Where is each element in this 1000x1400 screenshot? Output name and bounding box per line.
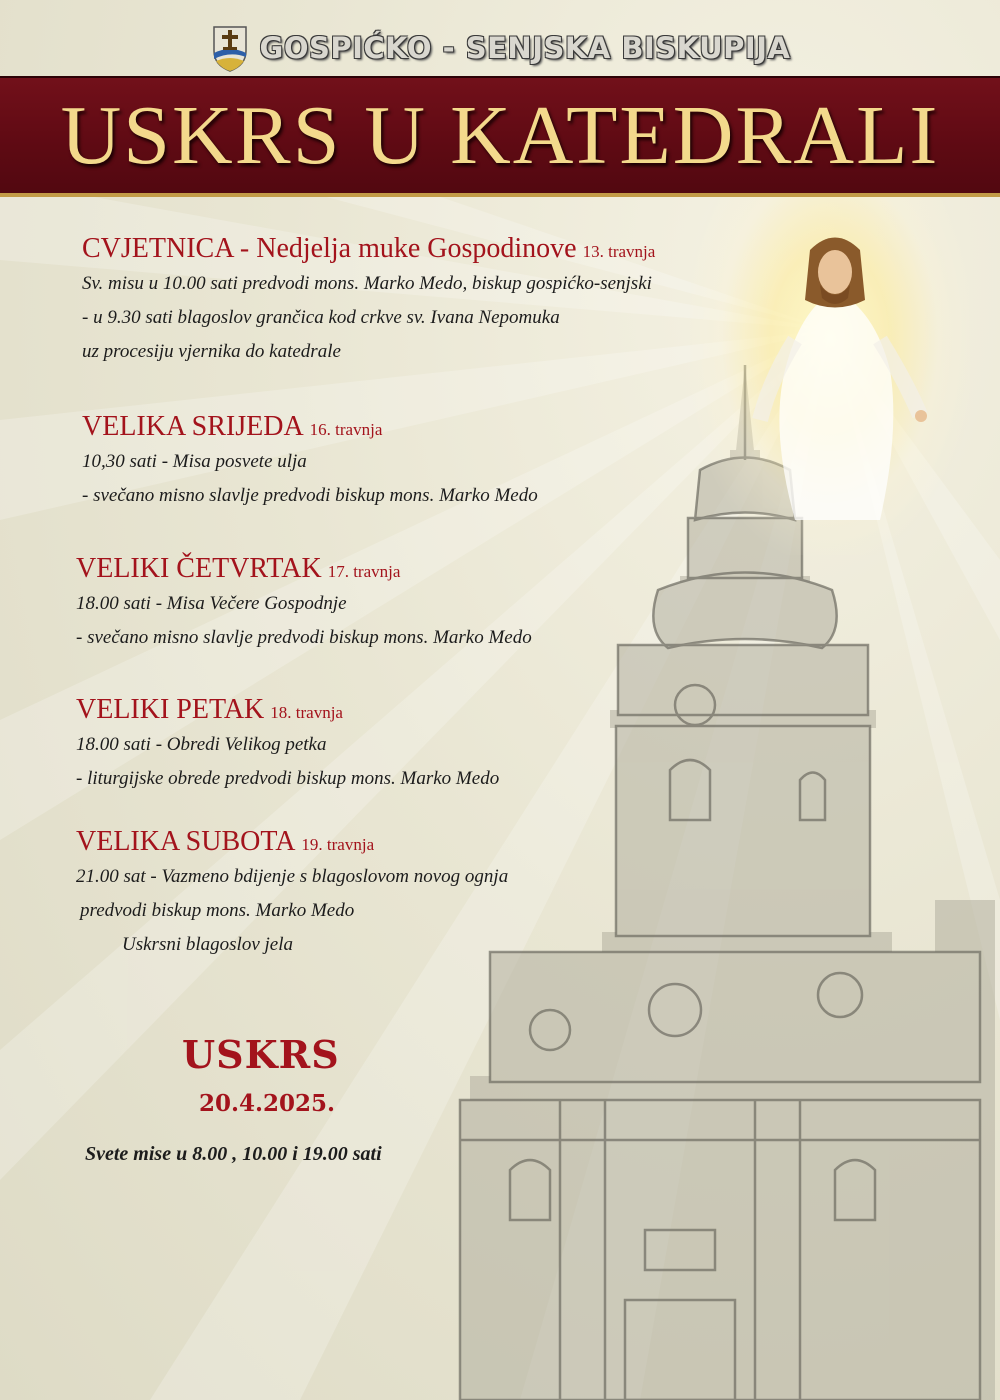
section-line: 18.00 sati - Obredi Velikog petka	[76, 734, 327, 755]
section-date: 17. travnja	[327, 562, 401, 581]
section-date: 19. travnja	[301, 835, 375, 854]
title-banner	[0, 76, 1000, 197]
section-title: VELIKI ČETVRTAK	[76, 553, 322, 584]
section-veliki-petak	[76, 694, 499, 796]
section-velika-srijeda	[82, 411, 538, 513]
easter-date: 20.4.2025.	[199, 1090, 336, 1117]
section-line: - liturgijske obrede predvodi biskup mons. Marko Medo	[76, 768, 500, 789]
section-line: Uskrsni blagoslov jela	[122, 934, 293, 955]
easter-title: USKRS	[182, 1032, 340, 1077]
section-title: VELIKI PETAK	[76, 694, 265, 725]
section-line: - u 9.30 sati blagoslov grančica kod crkve sv. Ivana Nepomuka	[82, 307, 560, 328]
section-line: 10,30 sati - Misa posvete ulja	[82, 451, 307, 472]
section-line: - svečano misno slavlje predvodi biskup mons. Marko Medo	[82, 485, 538, 506]
organization-name: GOSPIĆKO - SENJSKA BISKUPIJA	[259, 31, 791, 65]
section-date: 13. travnja	[582, 242, 656, 261]
section-line: predvodi biskup mons. Marko Medo	[80, 900, 355, 921]
easter-masses: Svete mise u 8.00 , 10.00 i 19.00 sati	[85, 1143, 382, 1165]
page-title: USKRS U KATEDRALI	[60, 89, 940, 182]
section-title: VELIKA SUBOTA	[76, 826, 296, 857]
section-line: uz procesiju vjernika do katedrale	[82, 341, 341, 362]
section-line: 18.00 sati - Misa Večere Gospodnje	[76, 593, 347, 614]
diocese-header	[0, 22, 1000, 74]
section-date: 18. travnja	[270, 703, 343, 722]
section-line: - svečano misno slavlje predvodi biskup mons. Marko Medo	[76, 627, 532, 648]
section-date: 16. travnja	[309, 420, 383, 439]
risen-christ-illustration	[740, 230, 930, 530]
section-title: CVJETNICA - Nedjelja muke Gospodinove	[82, 233, 577, 264]
section-veliki-cetvrtak	[76, 553, 532, 655]
section-line: Sv. misu u 10.00 sati predvodi mons. Marko Medo, biskup gospićko-senjski	[82, 273, 652, 294]
section-cvjetnica	[82, 233, 655, 369]
section-title: VELIKA SRIJEDA	[82, 411, 304, 442]
section-line: 21.00 sat - Vazmeno bdijenje s blagoslovom novog ognja	[76, 866, 509, 887]
diocese-crest-icon	[210, 23, 250, 73]
section-velika-subota	[76, 826, 508, 962]
